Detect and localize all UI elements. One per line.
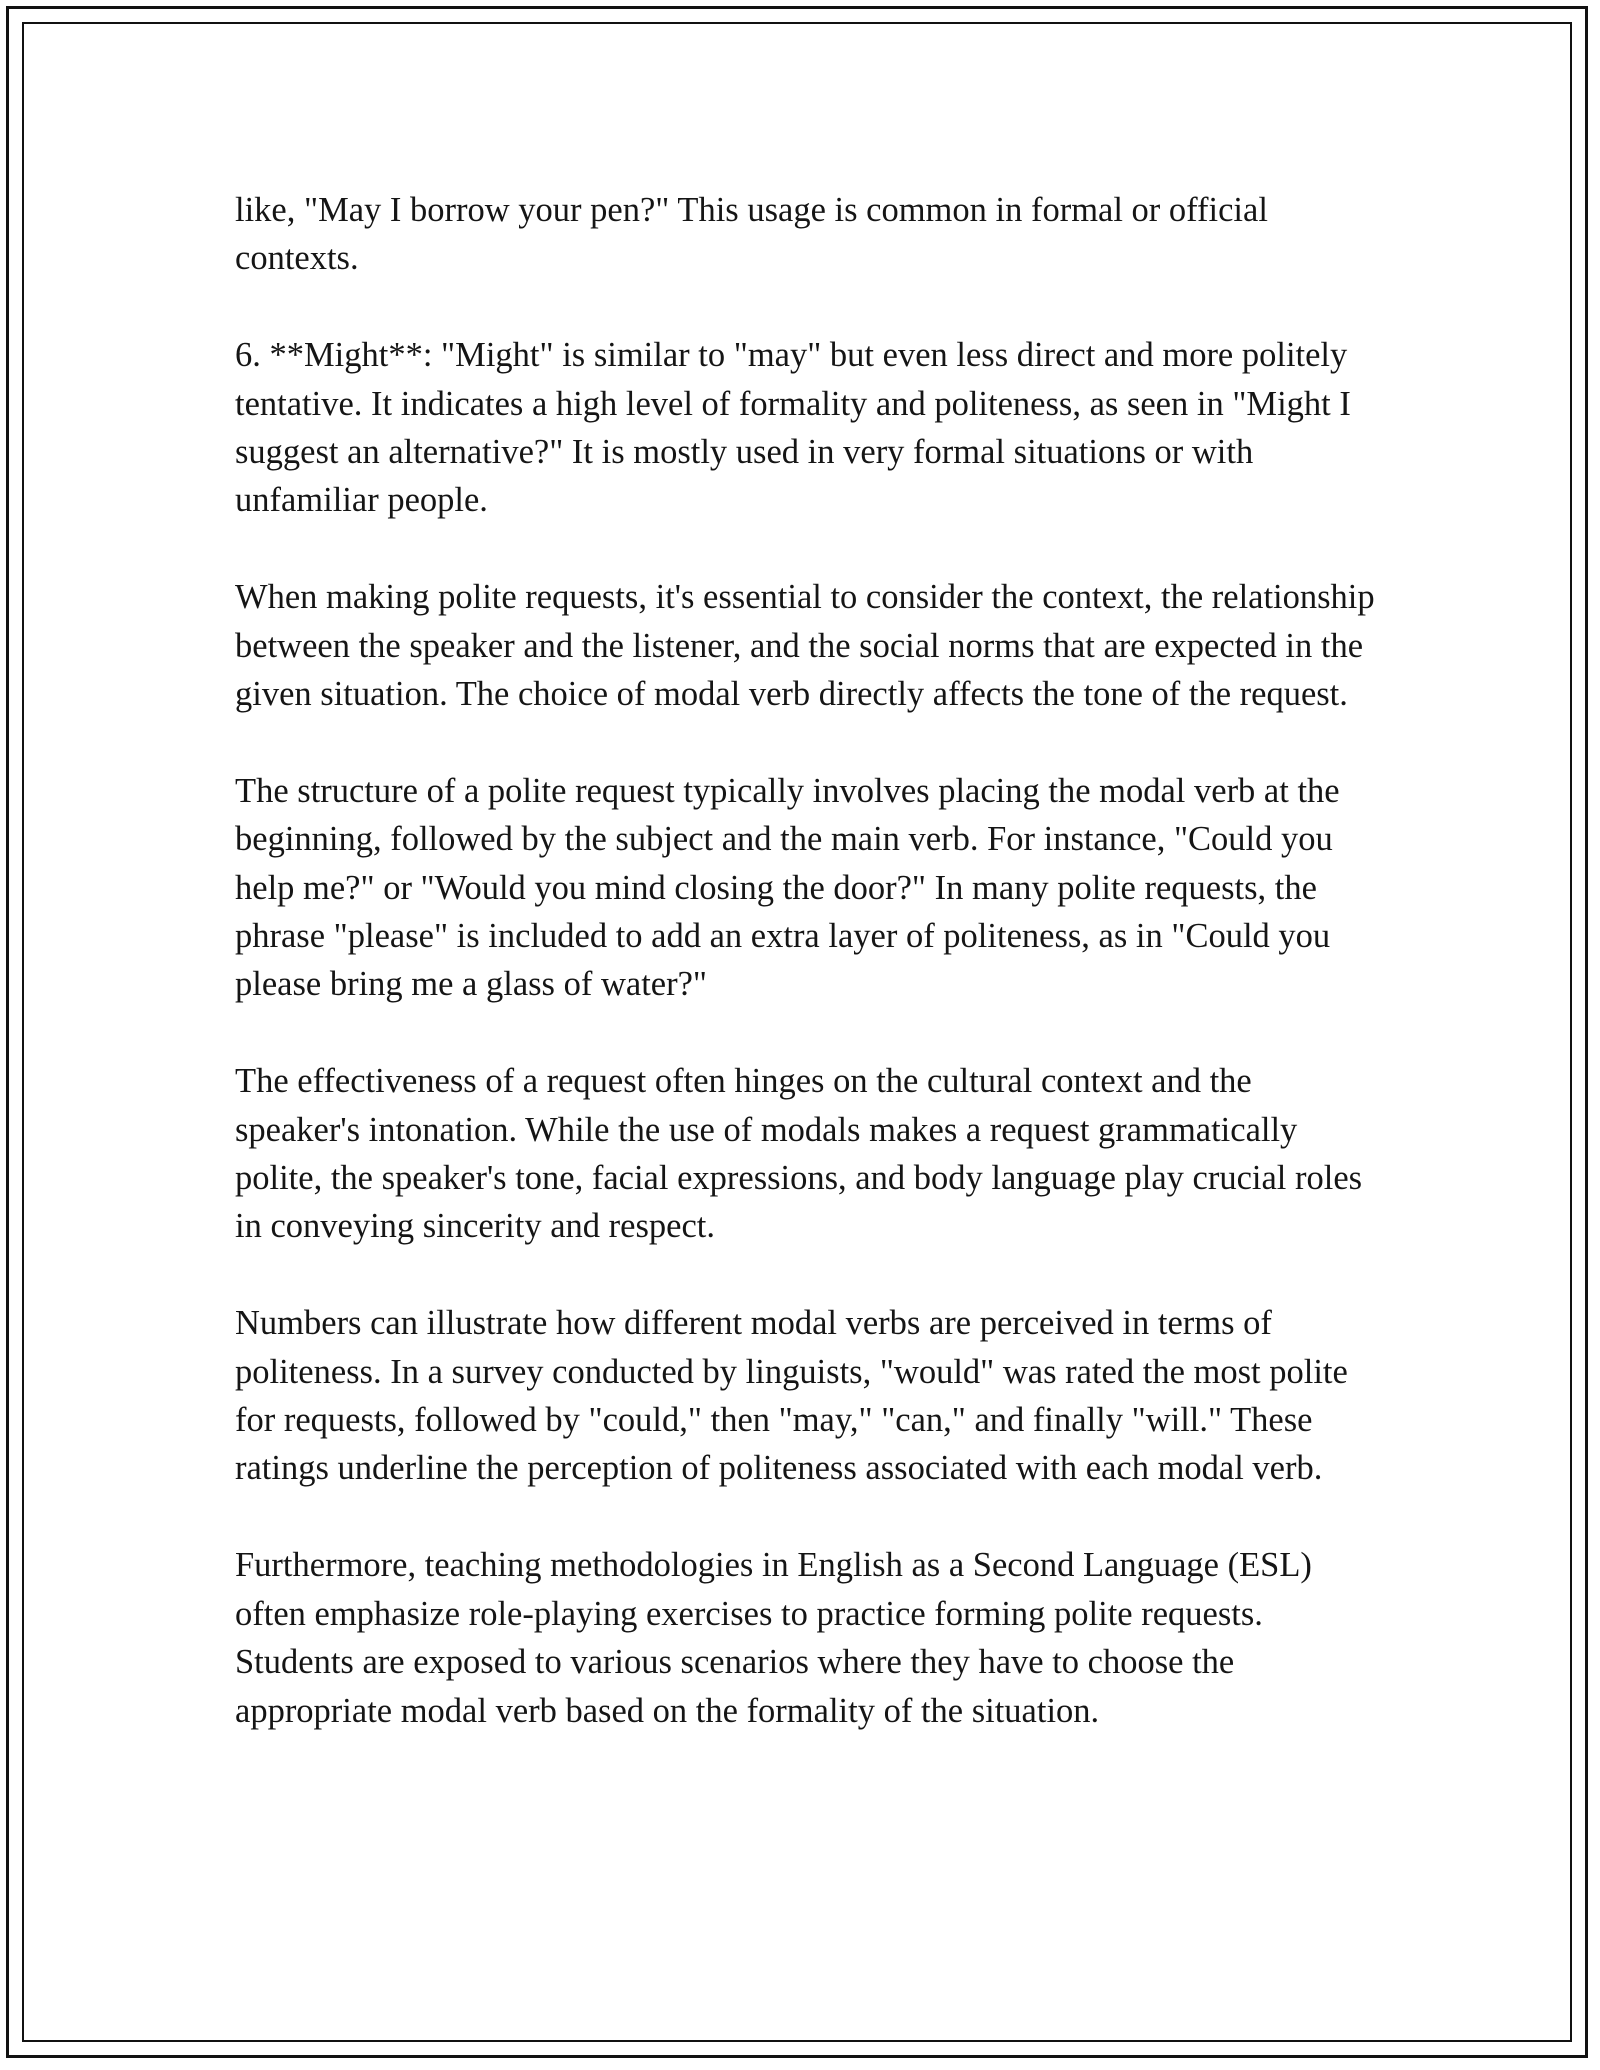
paragraph-esl: Furthermore, teaching methodologies in English as a Second Language (ESL) often emphasize role-playing exercises to practice forming polite requests. Students are exposed to various scenarios where they have to choose the appropriate modal verb based on the formality of the situation. xyxy=(235,1546,1312,1730)
paragraph-survey: Numbers can illustrate how different modal verbs are perceived in terms of politeness. In a survey conducted by linguists, "would" was rated the most polite for requests, followed by "could," then "may," "can," and finally "will." These ratings underline the perception of politeness associated with each modal verb. xyxy=(235,1304,1348,1488)
paragraph-might: 6. **Might**: "Might" is similar to "may" but even less direct and more politely tentative. It indicates a high level of formality and politeness, as seen in "Might I suggest an alternative?" It is mostly used in very formal situations or with unfamiliar people. xyxy=(235,336,1351,520)
paragraph-structure: The structure of a polite request typically involves placing the modal verb at the beginning, followed by the subject and the main verb. For instance, "Could you help me?" or "Would you mind closing the door?" In many polite requests, the phrase "please" is included to add an extra layer of politeness, as in "Could you please bring me a glass of water?" xyxy=(235,771,1340,1004)
paragraph-may-continuation: like, "May I borrow your pen?" This usage is common in formal or official contexts. xyxy=(235,191,1268,278)
paragraph-context: When making polite requests, it's essential to consider the context, the relationship between the speaker and the listener, and the social norms that are expected in the given situation. The choice of modal verb directly affects the tone of the request. xyxy=(235,578,1375,714)
document-body xyxy=(235,186,1375,1783)
paragraph-effectiveness: The effectiveness of a request often hinges on the cultural context and the speaker's intonation. While the use of modals makes a request grammatically polite, the speaker's tone, facial expressions, and body language play crucial roles in conveying sincerity and respect. xyxy=(235,1062,1363,1246)
